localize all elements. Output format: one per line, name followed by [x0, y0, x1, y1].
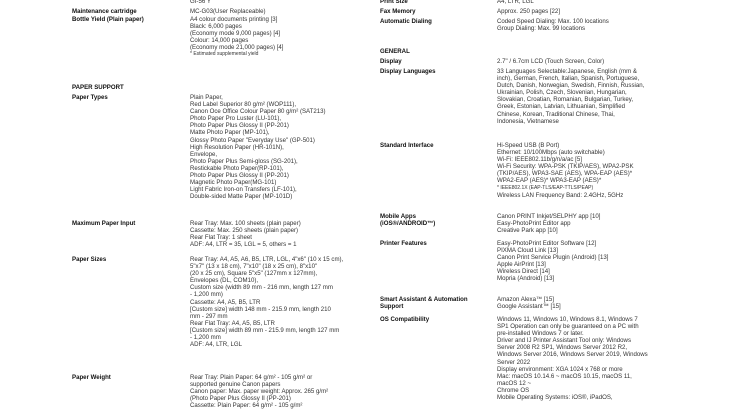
label-fax-memory: Fax Memory	[380, 8, 416, 15]
value-automatic-dialing: Coded Speed Dialing: Max. 100 locations Group Dialing: Max. 99 locations	[497, 18, 609, 33]
label-display: Display	[380, 58, 402, 65]
label-max-paper-input: Maximum Paper Input	[72, 220, 136, 227]
label-printer-features: Printer Features	[380, 240, 427, 247]
value-smart-assistant: Amazon Alexa™ [15] Google Assistant™ [15]	[497, 296, 561, 311]
value-max-paper-input: Rear Tray: Max. 100 sheets (plain paper) Cassette: Max. 250 sheets (plain paper) Rear Flat Tray: 1 sheet ADF: A4, LTR = 35, LGL = 5, others = 1	[190, 220, 301, 249]
label-paper-weight: Paper Weight	[72, 374, 111, 381]
label-paper-types: Paper Types	[72, 94, 108, 101]
label-standard-interface: Standard Interface	[380, 142, 434, 149]
value-display: 2.7" / 6.7cm LCD (Touch Screen, Color)	[497, 58, 605, 65]
value-printer-features: Easy-PhotoPrint Editor Software [12] PIXMA Cloud Link [13] Canon Print Service Plugin (Android) [13] Apple AirPrint [13] Wireless Direct [14] Mopria (Android) [13]	[497, 240, 609, 283]
value-paper-types: Plain Paper, Red Label Superior 80 g/m² (WOP111), Canon Oce Office Colour Paper 80 g/m² (SAT213) Photo Paper Pro Luster (LU-101), Photo Paper Plus Glossy II (PP-201) Matte Photo Paper (MP-101), Glossy Photo Paper "Everyday Use" (GP-501) High Resolution Paper (HR-101N), Envelope, Photo Paper Plus Semi-gloss (SG-201), Restickable Photo Paper(RP-101), Photo Paper Plus Glossy II (PP-201) Magnetic Photo Paper(MG-101) Light Fabric Iron-on Transfers (LF-101), Double-sided Matte Paper (MP-101D)	[190, 94, 326, 201]
value-print-size: A4, LTR, LGL	[497, 0, 534, 5]
value-bottle-yield: A4 colour documents printing [3] Black: 6,000 pages (Economy mode 9,000 pages) [4] Colour: 14,000 pages (Economy mode 21,000 pages) [4] * Estimated supplemental yield	[190, 16, 284, 58]
value-standard-interface: Hi-Speed USB (B Port) Ethernet: 10/100Mbps (auto switchable) Wi-Fi: IEEE802.11b/g/n/a/ac [5] Wi-Fi Security: WPA-PSK (TKIP/AES), WPA2-PSK (TKIP/AES), WPA3-SAE (AES), WPA-EAP (AES)* WPA2-EAP (AES)* WPA3-EAP (AES)* * IEEE802.1X (EAP-TLS/EAP-TTLS/PEAP) Wireless LAN Frequency Band: 2.4GHz, 5GHz	[497, 142, 634, 199]
label-automatic-dialing: Automatic Dialing	[380, 18, 432, 25]
value-fax-memory: Approx. 250 pages [22]	[497, 8, 561, 15]
value-os-compatibility: Windows 11, Windows 10, Windows 8.1, Windows 7 SP1 Operation can only be guaranteed on a PC with pre-installed Windows 7 or later. Driver and IJ Printer Assistant Tool only: Windows Server 2008 R2 SP1, Windows Server 2012 R2, Windows Server 2016, Windows Server 2019, Windows Server 2022 Display environment: XGA 1024 x 768 or more Mac: macOS 10.14.6 ~ macOS 10.15, macOS 11, macOS 12 ~ Chrome OS Mobile Operating Systems: iOS®, iPadOS,	[497, 316, 648, 402]
section-paper-support: PAPER SUPPORT	[72, 84, 124, 91]
label-smart-assistant: Smart Assistant & Automation Support	[380, 296, 468, 311]
value-mobile-apps: Canon PRINT Inkjet/SELPHY app [10] Easy-PhotoPrint Editor app Creative Park app [10]	[497, 213, 601, 235]
label-display-languages: Display Languages	[380, 68, 436, 75]
label-bottle-yield: Bottle Yield (Plain paper)	[72, 16, 144, 23]
label-paper-sizes: Paper Sizes	[72, 256, 107, 263]
section-general: GENERAL	[380, 48, 410, 55]
label-maintenance-cartridge: Maintenance cartridge	[72, 8, 137, 15]
value-paper-weight: Rear Tray: Plain Paper: 64 g/m² - 105 g/m² or supported genuine Canon papers Canon paper: Max. paper weight: Approx. 265 g/m² (Photo Paper Plus Glossy II (PP-201) Cassette: Plain Paper: 64 g/m² - 105 g/m²	[190, 374, 329, 410]
value-paper-sizes: Rear Tray: A4, A5, A6, B5, LTR, LGL, 4"x6" (10 x 15 cm), 5"x7" (13 x 18 cm), 7"x10" (18 x 25 cm), 8"x10" (20 x 25 cm), Square 5"x5" (127mm x 127mm), Envelopes (DL, COM10), Custom size (width 89 mm - 216 mm, length 127 mm - 1,200 mm) Cassette: A4, A5, B5, LTR [Custom size] width 148 mm - 215.9 mm, length 210 mm - 297 mm Rear Flat Tray: A4, A5, B5, LTR [Custom size] width 89 mm - 215.9 mm, length 127 mm - 1,200 mm ADF: A4, LTR, LGL	[190, 256, 344, 349]
label-mobile-apps: Mobile Apps (iOS®/ANDROID™)	[380, 213, 436, 228]
value-display-languages: 33 Languages Selectable:Japanese, English (mm & inch), German, French, Italian, Spanish, Portuguese, Dutch, Danish, Norwegian, Swedish, Finnish, Russian, Ukrainian, Polish, Czech, Slovenian, Hungarian, Slovakian, Croatian, Romanian, Bulgarian, Turkey, Greek, Estonian, Latvian, Lithuanian, Simplified Chinese, Korean, Traditional Chinese, Thai, Indonesia, Vietnamese	[497, 68, 645, 125]
label-os-compatibility: OS Compatibility	[380, 316, 430, 323]
ink-bottle-yellow: GI-56 Y	[190, 0, 211, 5]
label-print-size: Print Size	[380, 0, 408, 5]
value-maintenance-cartridge: MC-G03(User Replaceable)	[190, 8, 266, 15]
